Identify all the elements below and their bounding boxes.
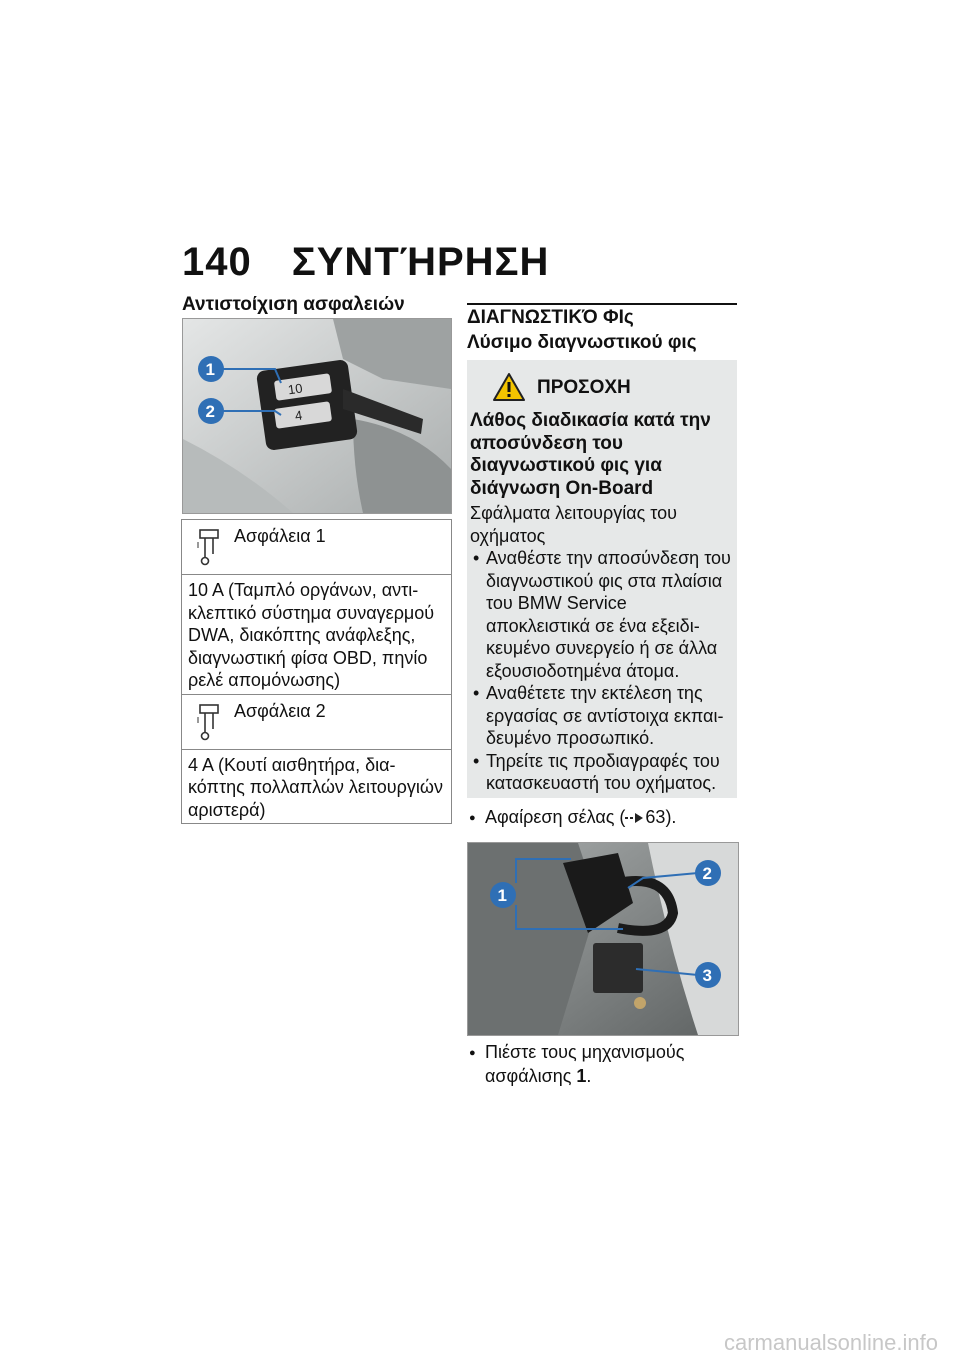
warning-bullet: • Αναθέτετε την εκτέλεση της εργασίας σε αντίστοιχα εκπαι-δευμένο προσωπικό. bbox=[470, 682, 732, 750]
page-reference-arrow-icon bbox=[625, 812, 645, 824]
warning-triangle-icon bbox=[492, 372, 526, 402]
svg-text:1: 1 bbox=[497, 886, 507, 905]
diagnostic-plug-photo bbox=[467, 842, 739, 1036]
page-reference-link[interactable]: 63 bbox=[645, 807, 666, 827]
warning-bullet: • Αναθέστε την αποσύνδεση του διαγνωστικού φις στα πλαίσια του BMW Service αποκλειστικά σε ένα εξειδι-κευμένο συνεργείο ή σε άλλα εξουσιοδοτημένα άτομα. bbox=[470, 547, 732, 682]
warning-bullet: • Τηρείτε τις προδιαγραφές του κατασκευαστή του οχήματος. bbox=[470, 750, 732, 795]
fuse-2-title-row bbox=[182, 695, 451, 750]
fuse-1-title-row bbox=[182, 520, 451, 575]
warning-cause: Λάθος διαδικασία κατά την αποσύνδεση του διαγνωστικού φις για διάγνωση On-Board bbox=[470, 410, 711, 499]
svg-text:2: 2 bbox=[702, 864, 712, 883]
svg-text:3: 3 bbox=[702, 966, 712, 985]
diagnostic-plug-heading: ΔΙΑΓΝΩΣΤΙΚΌ ΦΙς bbox=[467, 303, 737, 329]
fuse-label-10: 10 bbox=[286, 380, 304, 398]
fuse-label-4: 4 bbox=[293, 407, 304, 424]
step-remove-seat: ● Αφαίρεση σέλας ( 63). bbox=[467, 806, 760, 830]
fuse-assignment-heading: Αντιστοίχιση ασφαλειών bbox=[182, 294, 405, 315]
fuse-box-illustration bbox=[183, 319, 451, 513]
fuse-1-title: Ασφάλεια 1 bbox=[234, 526, 326, 546]
fuse-icon bbox=[197, 528, 221, 566]
warning-consequence: Σφάλματα λειτουργίας του οχήματος bbox=[470, 503, 678, 546]
step-press-locks: ● Πιέστε τους μηχανισμούς ασφάλισης 1. bbox=[467, 1041, 760, 1087]
release-diagnostic-plug-subheading: Λύσιμο διαγνωστικού φις bbox=[467, 332, 737, 364]
callout-reference: 1 bbox=[576, 1065, 587, 1086]
fuse-icon bbox=[197, 703, 221, 741]
watermark: carmanualsonline.info bbox=[723, 1330, 938, 1355]
fuse-2-description: 4 A (Κουτί αισθητήρα, δια-κόπτης πολλαπλών λειτουργιών αριστερά) bbox=[188, 754, 443, 820]
fuse-1-description: 10 A (Ταμπλό οργάνων, αντι-κλεπτικό σύστημα συναγερμού DWA, διακόπτης ανάφλεξης, διαγνωστική φίσα OBD, πηνίο ρελέ απομόνωσης) bbox=[182, 575, 451, 695]
fuse-2-title: Ασφάλεια 2 bbox=[234, 700, 326, 721]
svg-text:1: 1 bbox=[205, 360, 215, 379]
fuse-box-photo bbox=[182, 318, 452, 514]
fuse-table bbox=[181, 519, 452, 824]
section-title: ΣΥΝΤΉΡΗΣΗ bbox=[291, 240, 550, 284]
warning-title: ΠΡΟΣΟΧΗ bbox=[537, 377, 631, 398]
page-number: 140 bbox=[182, 240, 252, 284]
warning-body bbox=[470, 502, 732, 795]
warning-box bbox=[467, 360, 737, 798]
diagnostic-plug-illustration bbox=[468, 843, 738, 1035]
svg-text:2: 2 bbox=[205, 402, 215, 421]
page-header bbox=[182, 240, 549, 285]
